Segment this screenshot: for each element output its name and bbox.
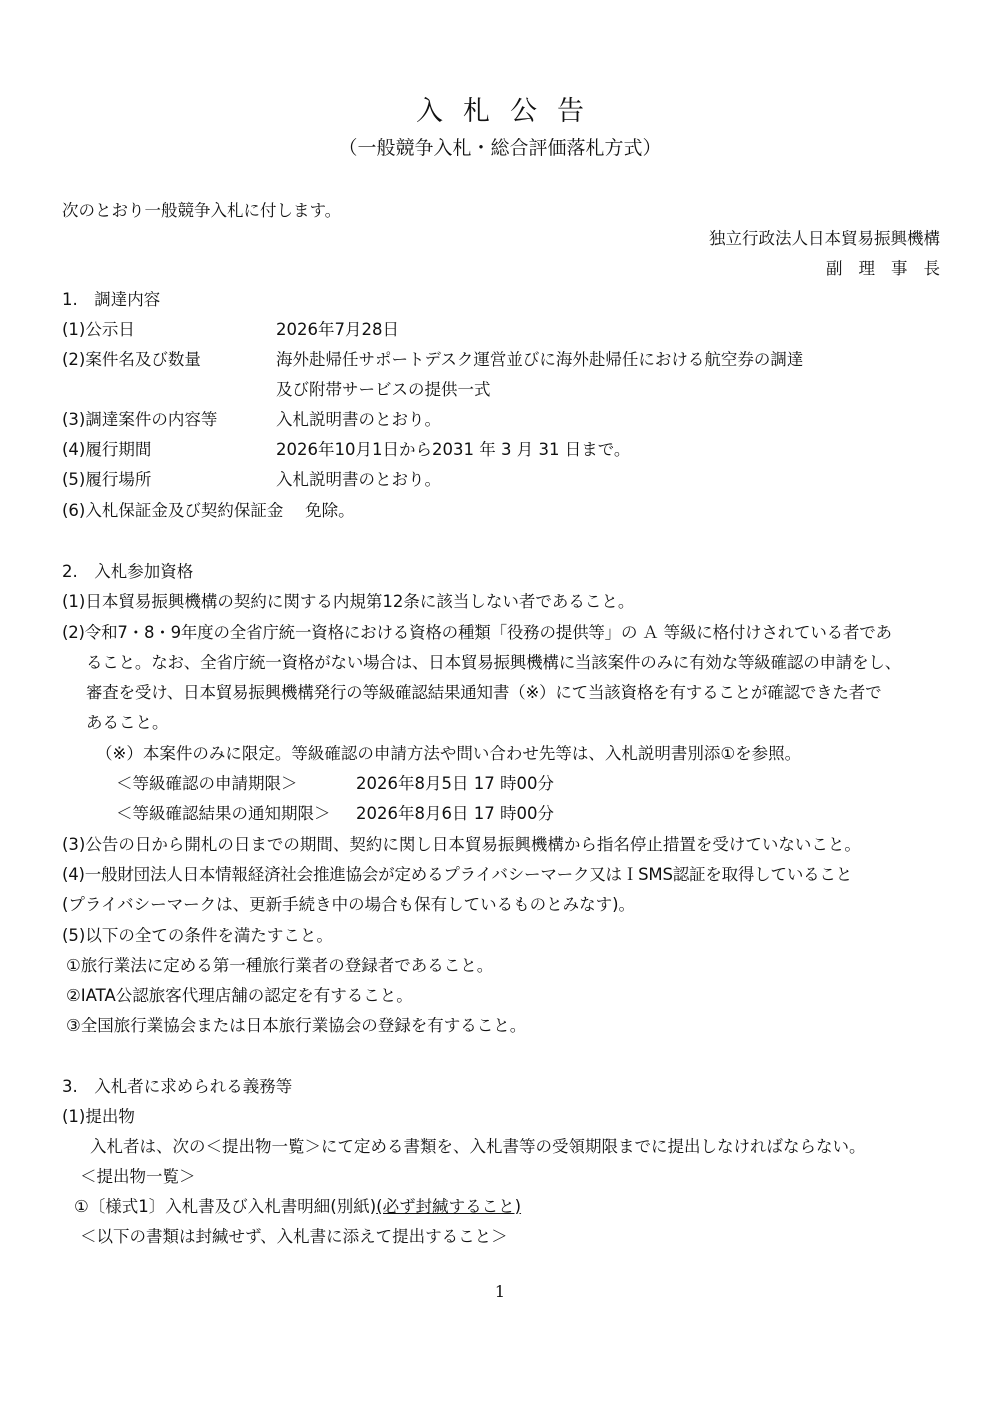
seal-required-note: (必ず封緘すること) [376, 1197, 522, 1216]
deadline-application [116, 769, 716, 799]
item-project-name-cont: 及び附帯サービスの提供一式 [276, 380, 491, 399]
item-location [62, 465, 942, 495]
deadline-value: 2026年8月5日 17 時00分 [356, 774, 554, 793]
deadline-label: ＜等級確認結果の通知期限＞ [116, 804, 331, 823]
submission-list-heading: ＜提出物一覧＞ [80, 1167, 196, 1186]
condition-3: ③全国旅行業協会または日本旅行業協会の登録を有すること。 [66, 1016, 527, 1035]
intro-text: 次のとおり一般競争入札に付します。 [62, 201, 342, 220]
item-value: 海外赴帰任サポートデスク運営並びに海外赴帰任における航空券の調達 [276, 350, 804, 369]
eligibility-2-line2: ること。なお、全省庁統一資格がない場合は、日本貿易振興機構に当該案件のみに有効な等級確認の申請をし、 [86, 653, 902, 672]
issuer-organization: 独立行政法人日本貿易振興機構 [709, 229, 940, 248]
item-contents [62, 405, 942, 435]
eligibility-2-line4: あること。 [86, 713, 169, 732]
page-subtitle: （一般競争入札・総合評価落札方式） [338, 137, 662, 159]
submission-heading: (1)提出物 [62, 1107, 135, 1126]
page-number: 1 [494, 1282, 506, 1301]
item-label: (4)履行期間 [62, 440, 152, 459]
item-label: (3)調達案件の内容等 [62, 410, 218, 429]
eligibility-4-line2: (プライバシーマークは、更新手続き中の場合も保有しているものとみなす)。 [62, 895, 636, 914]
eligibility-2-line3: 審査を受け、日本貿易振興機構発行の等級確認結果通知書（※）にて当該資格を有することが確認できた者で [86, 683, 882, 702]
condition-2: ②IATA公認旅客代理店舗の認定を有すること。 [66, 986, 413, 1005]
eligibility-2-line1: (2)令和7・8・9年度の全省庁統一資格における資格の種類「役務の提供等」の Ａ 等級に格付けされている者であ [62, 623, 892, 642]
deadline-notification [116, 799, 716, 829]
section2-heading: 2. 入札参加資格 [62, 562, 194, 581]
eligibility-1: (1)日本貿易振興機構の契約に関する内規第12条に該当しない者であること。 [62, 592, 635, 611]
page-title: 入札公告 [416, 96, 604, 127]
deadline-value: 2026年8月6日 17 時00分 [356, 804, 554, 823]
item-deposit: (6)入札保証金及び契約保証金 免除。 [62, 501, 355, 520]
eligibility-4-line1: (4)一般財団法人日本情報経済社会推進協会が定めるプライバシーマーク又はＩSMS認証を取得していること [62, 865, 853, 884]
deadline-label: ＜等級確認の申請期限＞ [116, 774, 298, 793]
submission-item-1 [74, 1192, 521, 1222]
item-label: (1)公示日 [62, 320, 135, 339]
item-value: 入札説明書のとおり。 [276, 410, 441, 429]
eligibility-note: （※）本案件のみに限定。等級確認の申請方法や問い合わせ先等は、入札説明書別添①を参照。 [96, 744, 802, 763]
issuer-position-text: 副理事長 [826, 259, 956, 278]
eligibility-5: (5)以下の全ての条件を満たすこと。 [62, 926, 333, 945]
item-label: (5)履行場所 [62, 470, 152, 489]
item-value: 2026年10月1日から2031 年 3 月 31 日まで。 [276, 440, 631, 459]
item-value: 入札説明書のとおり。 [276, 470, 441, 489]
condition-1: ①旅行業法に定める第一種旅行業者の登録者であること。 [66, 956, 494, 975]
section3-heading: 3. 入札者に求められる義務等 [62, 1077, 293, 1096]
section1-heading: 1. 調達内容 [62, 290, 161, 309]
submission-text: 入札者は、次の＜提出物一覧＞にて定める書類を、入札書等の受領期限までに提出しなければならない。 [90, 1137, 866, 1156]
item-project-name [62, 345, 942, 375]
submission-item-1-text: ①〔様式1〕入札書及び入札書明細(別紙) [74, 1197, 377, 1216]
item-label: (2)案件名及び数量 [62, 350, 201, 369]
other-documents-note: ＜以下の書類は封緘せず、入札書に添えて提出すること＞ [80, 1227, 508, 1246]
item-public-notice-date [62, 315, 942, 345]
issuer-position [826, 254, 956, 284]
item-period [62, 435, 942, 465]
eligibility-3: (3)公告の日から開札の日までの期間、契約に関し日本貿易振興機構から指名停止措置を受けていないこと。 [62, 835, 861, 854]
item-value: 2026年7月28日 [276, 320, 399, 339]
